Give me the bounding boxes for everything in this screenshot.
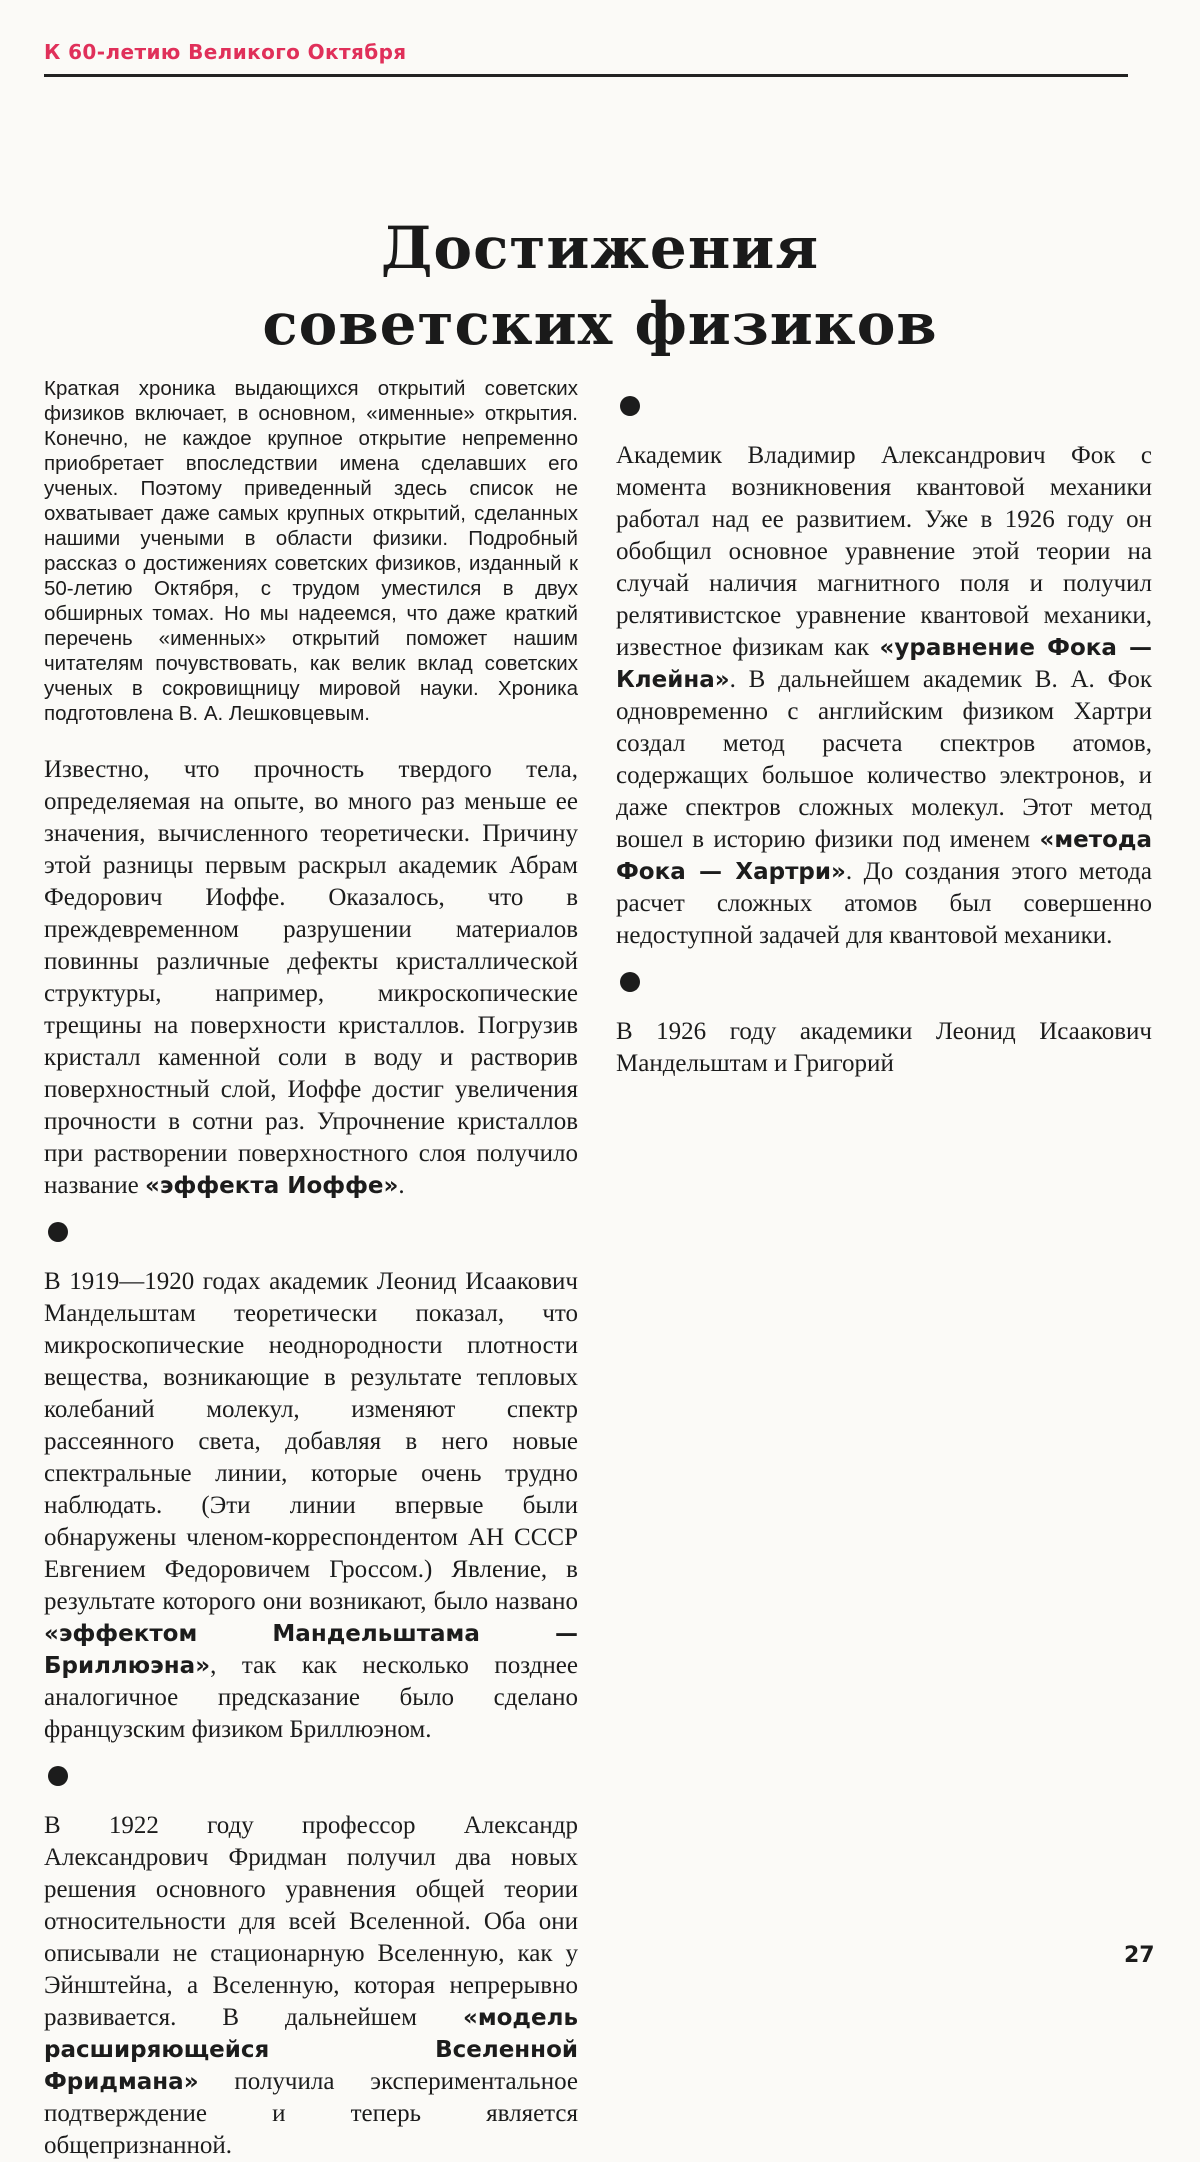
term-fock-klein: «уравнение Фока — Клейна» <box>616 635 1152 693</box>
term-ioffe: «эффекта Иоффе» <box>145 1173 399 1199</box>
fridman-text: В 1922 году профессор Александр Александрович Фридман получил два новых решения основного уравнения общей теории относительности для всей Вселенной. Оба они описывали не стационарную Вселенную, как у Эйнштейна, а Вселенную, которая непрерывно развивается. В дальнейшем <box>44 1812 578 2031</box>
article-title <box>0 210 1200 362</box>
left-column <box>44 376 578 2162</box>
term-mandelshtam: «эффектом Мандельштама — Бриллюэна» <box>44 1621 578 1679</box>
title-line-2: советских физиков <box>262 290 938 358</box>
mandelshtam-text: В 1919—1920 годах академик Леонид Исаакович Мандельштам теоретически показал, что микроскопические неоднородности плотности вещества, возникающие в результате тепловых колебаний молекул, изменяют спектр рассеянного света, добавляя в него новые спектральные линии, которые очень трудно наблюдать. (Эти линии впервые были обнаружены членом-корреспондентом АН СССР Евгением Федоровичем Гроссом.) Явление, в результате которого они возникают, было названо <box>44 1268 578 1615</box>
paragraph-fock <box>616 440 1152 952</box>
right-column <box>616 376 1152 1080</box>
ioffe-text: Известно, что прочность твердого тела, определяемая на опыте, во много раз меньше ее значения, вычисленного теоретически. Причину этой разницы первым раскрыл академик Абрам Федорович Иоффе. Оказалось, что в преждевременном разрушении материалов повинны различные дефекты кристаллической структуры, например, микроскопические трещины на поверхности кристаллов. Погрузив кристалл каменной соли в воду и растворив поверхностный слой, Иоффе достиг увеличения прочности в сотни раз. Упрочнение кристаллов при растворении поверхностного слоя получило название <box>44 756 578 1199</box>
bullet-icon <box>620 972 640 992</box>
term-fridman: «модель расширяющейся Вселенной Фридмана» <box>44 2005 578 2095</box>
bullet-icon <box>48 1766 68 1786</box>
title-line-1: Достижения <box>380 214 820 282</box>
term-fock-hartree: «метода Фока — Хартри» <box>616 827 1152 885</box>
mandelshtam-after: , так как несколько позднее аналогичное предсказание было сделано французским физиком Бриллюэном. <box>44 1652 578 1743</box>
paragraph-mandelshtam <box>44 1266 578 1746</box>
section-header: К 60-летию Великого Октября <box>44 40 407 64</box>
fridman-after: получила экспериментальное подтверждение и теперь является общепризнанной. <box>44 2068 578 2159</box>
bullet-icon <box>620 396 640 416</box>
fock-mid: . В дальнейшем академик В. А. Фок одновременно с английским физиком Хартри создал метод расчета спектров атомов, содержащих большое количество электронов, и даже спектров сложных молекул. Этот метод вошел в историю физики под именем <box>616 666 1152 853</box>
paragraph-ioffe <box>44 754 578 1202</box>
header-rule <box>44 74 1128 77</box>
paragraph-last: В 1926 году академики Леонид Исаакович Мандельштам и Григорий <box>616 1018 1152 1077</box>
bullet-icon <box>48 1222 68 1242</box>
fock-text: Академик Владимир Александрович Фок с момента возникновения квантовой механики работал над ее развитием. Уже в 1926 году он обобщил основное уравнение этой теории на случай наличия магнитного поля и получил релятивистское уравнение квантовой механики, известное физикам как <box>616 442 1152 661</box>
ioffe-after: . <box>398 1172 405 1199</box>
fock-after: . До создания этого метода расчет сложных атомов был совершенно недоступной задачей для квантовой механики. <box>616 858 1152 949</box>
paragraph-fridman <box>44 1810 578 2162</box>
intro-paragraph: Краткая хроника выдающихся открытий советских физиков включает, в основном, «именные» открытия. Конечно, не каждое крупное открытие непременно приобретает впоследствии имена сделавших его ученых. Поэтому приведенный здесь список не охватывает даже самых крупных открытий, сделанных нашими учеными в области физики. Подробный рассказ о достижениях советских физиков, изданный к 50-летию Октября, с трудом уместился в двух обширных томах. Но мы надеемся, что даже краткий перечень «именных» открытий поможет нашим читателям почувствовать, как велик вклад советских ученых в сокровищницу мировой науки. Хроника подготовлена В. А. Лешковцевым. <box>44 377 578 725</box>
page-number: 27 <box>1124 1943 1155 1968</box>
